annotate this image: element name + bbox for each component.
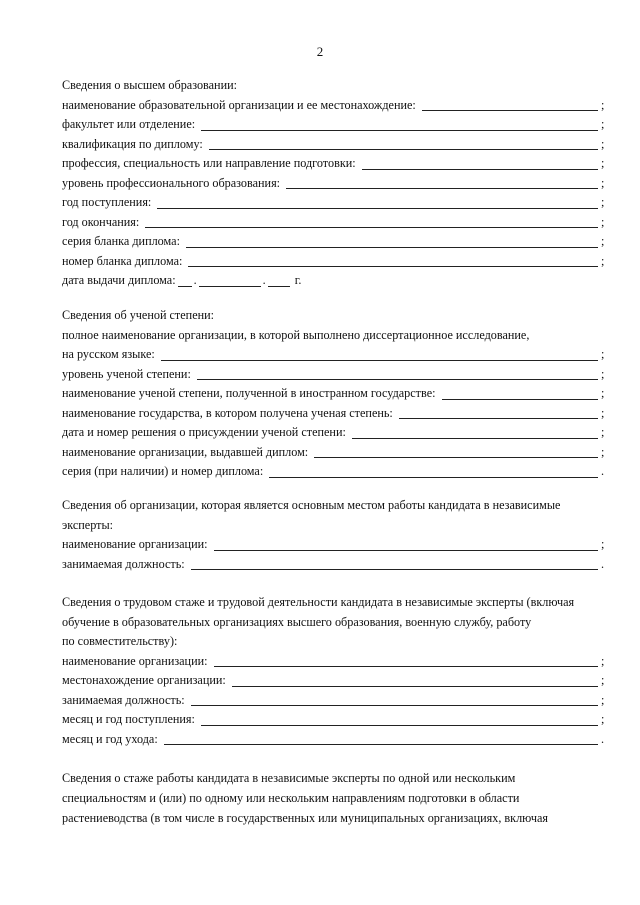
field-end-mark: . <box>601 556 605 571</box>
section-intro: полное наименование организации, в которой выполнено диссертационное исследование, <box>62 327 530 342</box>
fill-in-line[interactable] <box>201 724 598 726</box>
field-end-mark: ; <box>601 253 605 268</box>
field-label: наименование государства, в котором получена ученая степень: <box>62 405 393 420</box>
field-label: факультет или отделение: <box>62 117 196 131</box>
form-field[interactable] <box>62 365 607 385</box>
field-label: дата выдачи диплома: <box>62 273 176 287</box>
form-field[interactable] <box>62 135 607 155</box>
work-experience-section <box>62 593 607 749</box>
field-end-mark: ; <box>601 214 605 229</box>
date-separator-dot: . <box>262 273 266 287</box>
fill-in-line[interactable] <box>442 398 599 400</box>
field-label: наименование организации, выдавшей диплом: <box>62 444 309 459</box>
field-end-mark: ; <box>601 366 605 381</box>
field-label: серия (при наличии) и номер диплома: <box>62 464 264 478</box>
fill-in-line[interactable] <box>214 665 598 667</box>
field-end-mark: ; <box>601 692 605 707</box>
fill-in-line[interactable] <box>422 109 598 111</box>
form-field[interactable] <box>62 443 607 463</box>
field-end-mark: ; <box>601 425 605 439</box>
fill-in-line[interactable] <box>157 207 598 209</box>
form-field[interactable] <box>62 154 607 174</box>
day-blank[interactable] <box>178 285 192 287</box>
field-label: дата и номер решения о присуждении ученой степени: <box>62 425 346 439</box>
field-end-mark: ; <box>601 386 605 400</box>
form-field[interactable] <box>62 555 607 575</box>
section-heading: Сведения об организации, которая является основным местом работы кандидата в независимые <box>62 498 561 512</box>
section-heading: Сведения об ученой степени: <box>62 308 215 322</box>
fill-in-line[interactable] <box>399 417 598 419</box>
form-field[interactable] <box>62 535 607 555</box>
section-heading-continued: специальностям и (или) по одному или нескольким направлениям подготовки в области <box>62 791 520 805</box>
year-suffix: г. <box>294 273 302 287</box>
higher-education-section <box>62 76 607 291</box>
field-label: номер бланка диплома: <box>62 253 183 268</box>
field-end-mark: . <box>601 464 605 478</box>
fill-in-line[interactable] <box>269 476 598 478</box>
section-heading-continued: эксперты: <box>62 517 114 532</box>
fill-in-line[interactable] <box>191 704 598 706</box>
month-blank[interactable] <box>199 285 261 287</box>
fill-in-line[interactable] <box>286 187 598 189</box>
field-end-mark: ; <box>601 537 605 551</box>
field-end-mark: ; <box>601 444 605 459</box>
fill-in-line[interactable] <box>362 168 598 170</box>
form-field[interactable] <box>62 730 607 750</box>
field-label: квалификация по диплому: <box>62 136 203 151</box>
fill-in-line[interactable] <box>214 549 598 551</box>
fill-in-line[interactable] <box>197 378 598 380</box>
fill-in-line[interactable] <box>164 743 598 745</box>
field-label: уровень профессионального образования: <box>62 175 281 190</box>
field-label: местонахождение организации: <box>62 673 226 687</box>
fill-in-line[interactable] <box>188 265 598 267</box>
field-label: месяц и год ухода: <box>62 731 158 746</box>
field-label: занимаемая должность: <box>62 556 185 571</box>
field-end-mark: ; <box>601 175 605 190</box>
year-blank[interactable] <box>268 285 290 287</box>
field-end-mark: ; <box>601 712 605 726</box>
section-heading-continued: растениеводства (в том числе в государственных или муниципальных организациях, включая <box>62 811 548 825</box>
page-number: 2 <box>316 44 324 59</box>
field-end-mark: ; <box>601 347 605 361</box>
form-field[interactable] <box>62 423 607 443</box>
field-label: серия бланка диплома: <box>62 234 180 248</box>
field-end-mark: ; <box>601 136 605 151</box>
fill-in-line[interactable] <box>186 246 598 248</box>
fill-in-line[interactable] <box>232 685 598 687</box>
fill-in-line[interactable] <box>352 437 598 439</box>
diploma-date-field[interactable] <box>62 271 607 291</box>
form-field[interactable] <box>62 345 607 365</box>
field-label: год окончания: <box>62 214 140 229</box>
form-field[interactable] <box>62 652 607 672</box>
form-field[interactable] <box>62 193 607 213</box>
field-end-mark: ; <box>601 234 605 248</box>
academic-degree-section <box>62 306 607 482</box>
field-end-mark: ; <box>601 653 605 668</box>
fill-in-line[interactable] <box>191 568 598 570</box>
form-field[interactable] <box>62 252 607 272</box>
fill-in-line[interactable] <box>145 226 598 228</box>
field-end-mark: ; <box>601 97 605 112</box>
form-field[interactable] <box>62 232 607 252</box>
fill-in-line[interactable] <box>209 148 598 150</box>
form-field[interactable] <box>62 115 607 135</box>
form-field[interactable] <box>62 213 607 233</box>
form-field[interactable] <box>62 691 607 711</box>
section-heading: Сведения о стаже работы кандидата в независимые эксперты по одной или нескольким <box>62 771 516 785</box>
field-label: наименование образовательной организации и ее местонахождение: <box>62 97 416 112</box>
section-heading-continued: обучение в образовательных организациях высшего образования, военную службу, работу <box>62 614 532 629</box>
form-field[interactable] <box>62 96 607 116</box>
field-end-mark: . <box>601 731 605 746</box>
main-workplace-section <box>62 496 607 574</box>
field-label: наименование организации: <box>62 537 208 551</box>
form-field[interactable] <box>62 384 607 404</box>
fill-in-line[interactable] <box>201 129 598 131</box>
field-label: наименование ученой степени, полученной в иностранном государстве: <box>62 386 436 400</box>
form-field[interactable] <box>62 404 607 424</box>
form-field[interactable] <box>62 710 607 730</box>
field-label: год поступления: <box>62 195 152 209</box>
field-label: уровень ученой степени: <box>62 366 191 381</box>
field-end-mark: ; <box>601 673 605 687</box>
form-field[interactable] <box>62 671 607 691</box>
specialty-experience-section <box>62 768 607 828</box>
field-end-mark: ; <box>601 117 605 131</box>
field-label: занимаемая должность: <box>62 692 185 707</box>
field-label: наименование организации: <box>62 653 208 668</box>
field-label: месяц и год поступления: <box>62 712 195 726</box>
form-field[interactable] <box>62 462 607 482</box>
field-end-mark: ; <box>601 156 605 170</box>
field-label: на русском языке: <box>62 347 155 361</box>
field-end-mark: ; <box>601 405 605 420</box>
fill-in-line[interactable] <box>161 359 598 361</box>
section-heading-continued: по совместительству): <box>62 634 178 648</box>
field-end-mark: ; <box>601 195 605 209</box>
field-label: профессия, специальность или направление подготовки: <box>62 156 356 170</box>
section-heading: Сведения о высшем образовании: <box>62 78 238 92</box>
form-field[interactable] <box>62 174 607 194</box>
date-separator-dot: . <box>193 273 197 287</box>
section-heading: Сведения о трудовом стаже и трудовой деятельности кандидата в независимые эксперты (включая <box>62 595 575 609</box>
fill-in-line[interactable] <box>314 456 598 458</box>
